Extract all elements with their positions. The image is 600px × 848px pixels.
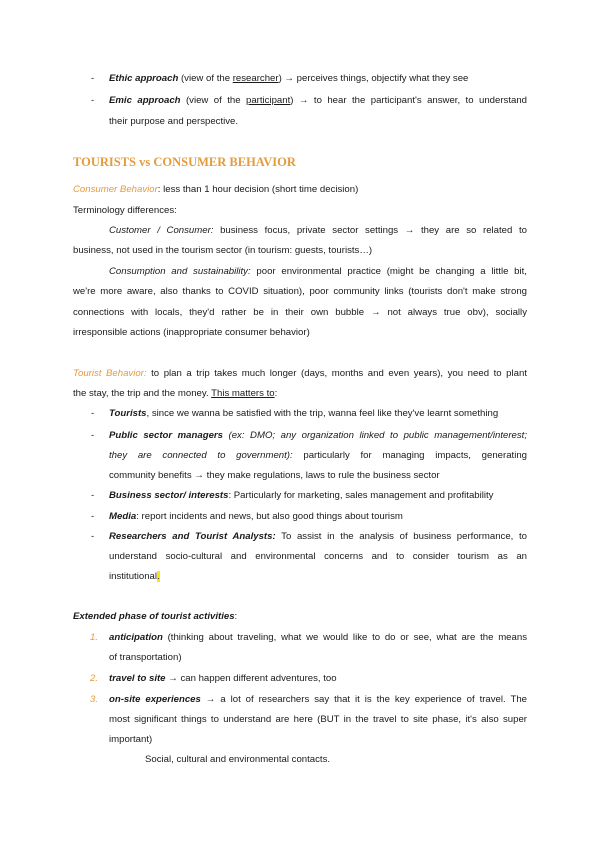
section-heading: TOURISTS vs CONSUMER BEHAVIOR [73, 155, 296, 169]
terminology-heading: Terminology differences: [73, 205, 177, 216]
bullet-dash: - [91, 511, 95, 522]
consumption-paragraph-l4: irresponsible actions (inappropriate consumer behavior) [73, 327, 310, 338]
bullet-dash: - [91, 531, 95, 542]
stakeholder-public-l2: they are connected to government): particularly for managing impacts, generating [109, 450, 527, 461]
consumption-paragraph-l2: we're more aware, also thanks to COVID situation), poor community links (tourists don't make strong [73, 286, 527, 297]
phase-number: 2. [90, 673, 99, 684]
bullet-dash: - [91, 95, 95, 106]
emic-approach-item: Emic approach (view of the participant) → to hear the participant's answer, to understand [109, 95, 527, 106]
phase-on-site-l2: most significant things to understand are here (BUT in the travel to site phase, it's also super [109, 714, 527, 725]
stakeholder-researchers-l3: institutional. [109, 571, 160, 582]
tourist-behavior-label: Tourist Behavior: [73, 368, 147, 379]
phase-number: 1. [90, 632, 99, 643]
this-matters-to-underlined: This matters to [211, 388, 275, 399]
stakeholder-researchers-l1: Researchers and Tourist Analysts: To assist in the analysis of business performance, to [109, 531, 527, 542]
phase-travel-to-site: travel to site → can happen different adventures, too [109, 673, 337, 684]
phase-anticipation-l2: of transportation) [109, 652, 182, 663]
stakeholder-researchers-l2: understand socio-cultural and environmental concerns and to consider tourism as an [109, 551, 527, 562]
customer-paragraph-l2: business, not used in the tourism sector (in tourism: guests, tourists…) [73, 245, 373, 256]
consumption-paragraph-l1: Consumption and sustainability: poor environmental practice (might be changing a little bit, [109, 266, 527, 277]
emic-approach-term: Emic approach [109, 95, 181, 106]
consumer-behavior-label: Consumer Behavior [73, 184, 158, 195]
bullet-dash: - [91, 73, 95, 84]
phase-number: 3. [90, 694, 99, 705]
stakeholder-tourists: Tourists, since we wanna be satisfied with the trip, wanna feel like they've learnt something [109, 408, 499, 419]
bullet-dash: - [91, 408, 95, 419]
extended-phase-heading: Extended phase of tourist activities: [73, 611, 238, 622]
researchers-term: Researchers and Tourist Analysts: [109, 531, 276, 542]
travel-to-site-term: travel to site [109, 673, 166, 684]
consumption-term: Consumption and sustainability: [109, 266, 251, 277]
anticipation-term: anticipation [109, 632, 163, 643]
bullet-dash: - [91, 430, 95, 441]
consumption-paragraph-l3: connections with locals, they'd rather be in their own bubble → not always true obv), socially [73, 307, 527, 318]
stakeholder-media: Media: report incidents and news, but also good things about tourism [109, 511, 403, 522]
ethic-approach-item: Ethic approach (view of the researcher) → perceives things, objectify what they see [109, 73, 469, 84]
phase-on-site-l3: important) [109, 734, 153, 745]
ethic-approach-term: Ethic approach [109, 73, 179, 84]
stakeholder-business: Business sector/ interests: Particularly for marketing, sales management and profitability [109, 490, 494, 501]
business-sector-term: Business sector/ interests [109, 490, 229, 501]
tourist-behavior-l1: Tourist Behavior: to plan a trip takes much longer (days, months and even years), you need to plant [73, 368, 527, 379]
media-term: Media [109, 511, 137, 522]
tourist-behavior-l2: the stay, the trip and the money. This matters to: [73, 388, 278, 399]
public-sector-term: Public sector managers [109, 430, 223, 441]
highlight-mark: . [157, 571, 160, 582]
phase-anticipation-l1: anticipation (thinking about traveling, what we would like to do or see, what are the means [109, 632, 527, 643]
tourists-term: Tourists [109, 408, 147, 419]
customer-term: Customer / Consumer: [109, 225, 214, 236]
bullet-dash: - [91, 490, 95, 501]
customer-paragraph-l1: Customer / Consumer: business focus, private sector settings → they are so related to [109, 225, 527, 236]
stakeholder-public-l1: Public sector managers (ex: DMO; any organization linked to public management/interest; [109, 430, 527, 441]
stakeholder-public-l3: community benefits → they make regulations, laws to rule the business sector [109, 470, 440, 481]
researcher-underlined: researcher [232, 73, 279, 84]
emic-approach-cont: their purpose and perspective. [109, 116, 239, 127]
on-site-experiences-term: on-site experiences [109, 694, 201, 705]
consumer-behavior-line: Consumer Behavior: less than 1 hour decision (short time decision) [73, 184, 359, 195]
contacts-line: Social, cultural and environmental contacts. [145, 754, 331, 765]
phase-on-site-l1: on-site experiences → a lot of researchers say that it is the key experience of travel. The [109, 694, 527, 705]
participant-underlined: participant [246, 95, 291, 106]
